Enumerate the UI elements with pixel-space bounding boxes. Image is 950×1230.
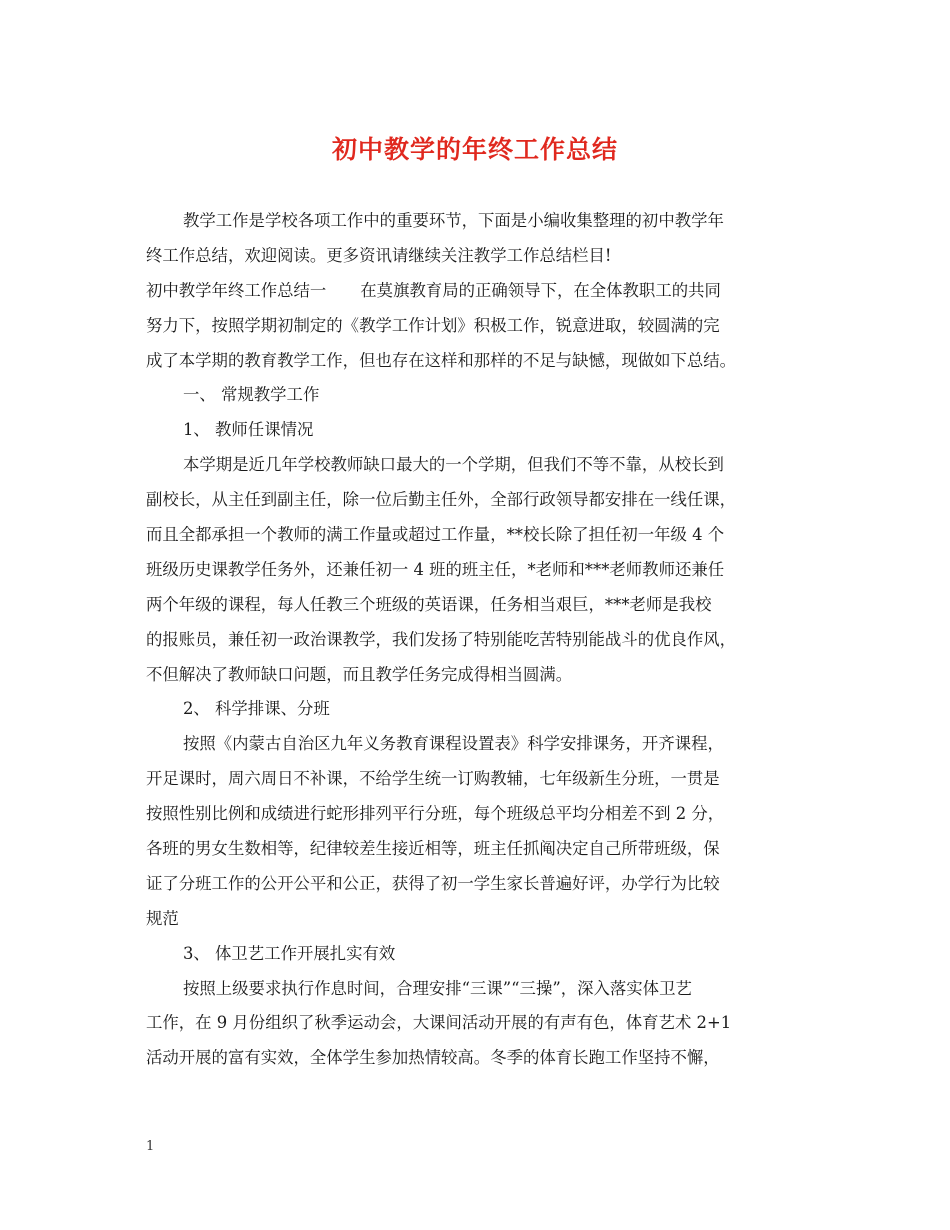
paragraph-line: 各班的男女生数相等，纪律较差生接近相等，班主任抓阄决定自己所带班级，保 xyxy=(146,839,720,859)
paragraph-line: 按照《内蒙古自治区九年义务教育课程设置表》科学安排课务，开齐课程， xyxy=(183,734,724,754)
document-body xyxy=(146,204,808,1076)
paragraph-line: 终工作总结，欢迎阅读。更多资讯请继续关注教学工作总结栏目! xyxy=(146,245,612,265)
paragraph-line: 开足课时，周六周日不补课，不给学生统一订购教辅，七年级新生分班，一贯是 xyxy=(146,769,720,789)
paragraph-line: 工作，在 9 月份组织了秋季运动会，大课间活动开展的有声有色，体育艺术 2+1 xyxy=(146,1013,732,1033)
paragraph-line: 本学期是近几年学校教师缺口最大的一个学期，但我们不等不靠，从校长到 xyxy=(183,455,724,475)
paragraph-line: 活动开展的富有实效，全体学生参加热情较高。冬季的体育长跑工作坚持不懈， xyxy=(146,1048,720,1068)
paragraph-text: 在莫旗教育局的正确领导下，在全体教职工的共同 xyxy=(360,280,721,300)
paragraph-line: 教学工作是学校各项工作中的重要环节，下面是小编收集整理的初中教学年 xyxy=(183,211,724,230)
paragraph-line: 的报账员，兼任初一政治课教学，我们发扬了特别能吃苦特别能战斗的优良作风， xyxy=(146,629,737,649)
subsection-heading: 3、 体卫艺工作开展扎实有效 xyxy=(183,943,396,963)
paragraph-line: 努力下，按照学期初制定的《教学工作计划》积极工作，锐意进取，较圆满的完 xyxy=(146,315,720,335)
page-number: 1 xyxy=(146,1139,155,1154)
document-title: 初中教学的年终工作总结 xyxy=(331,135,618,164)
subsection-heading: 2、 科学排课、分班 xyxy=(183,699,330,719)
paragraph-line: 规范 xyxy=(146,908,179,928)
paragraph-line: 副校长，从主任到副主任，除一位后勤主任外，全部行政领导都安排在一线任课， xyxy=(146,490,737,510)
subsection-heading: 1、 教师任课情况 xyxy=(183,420,314,440)
paragraph-line: 而且全都承担一个教师的满工作量或超过工作量，**校长除了担任初一年级 4 个 xyxy=(146,525,725,545)
paragraph-line: 证了分班工作的公开公平和公正，获得了初一学生家长普遍好评，办学行为比较 xyxy=(146,873,720,893)
paragraph-line: 按照上级要求执行作息时间，合理安排“三课”“三操”，深入落实体卫艺 xyxy=(183,978,692,998)
paragraph-line: 成了本学期的教育教学工作，但也存在这样和那样的不足与缺憾，现做如下总结。 xyxy=(146,350,737,370)
section-heading: 初中教学年终工作总结一 xyxy=(146,280,327,300)
paragraph-line: 班级历史课教学任务外，还兼任初一 4 班的班主任，*老师和***老师教师还兼任 xyxy=(146,559,725,579)
paragraph-line xyxy=(146,274,808,309)
section-heading: 一、 常规教学工作 xyxy=(183,385,320,405)
paragraph-line: 两个年级的课程，每人任教三个班级的英语课，任务相当艰巨，***老师是我校 xyxy=(146,594,712,614)
paragraph-line: 按照性别比例和成绩进行蛇形排列平行分班，每个班级总平均分相差不到 2 分， xyxy=(146,804,725,824)
paragraph-line: 不但解决了教师缺口问题，而且教学任务完成得相当圆满。 xyxy=(146,664,573,684)
